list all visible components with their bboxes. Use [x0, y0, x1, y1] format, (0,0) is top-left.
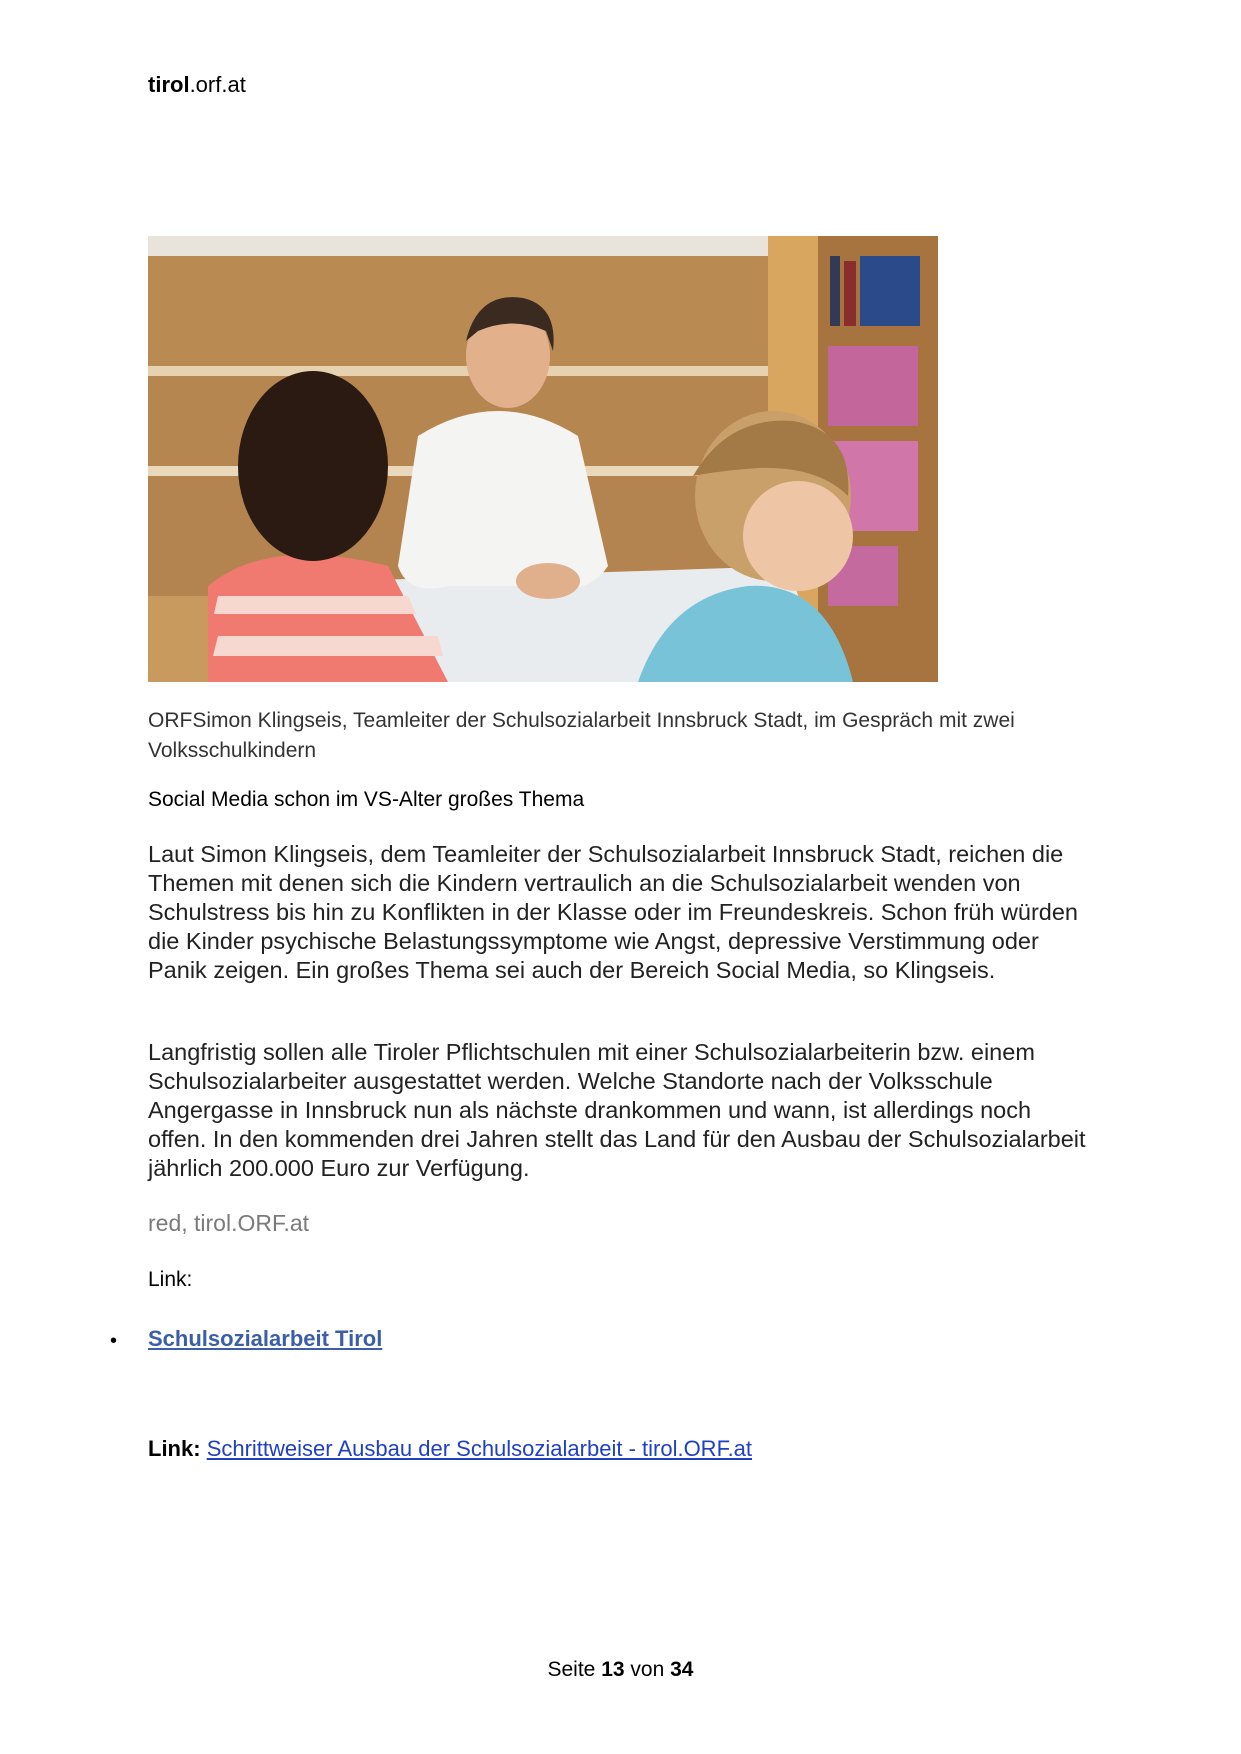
paragraph-2: Langfristig sollen alle Tiroler Pflichtschulen mit einer Schulsozialarbeiterin bzw. einem Schulsozialarbeiter ausgestattet werden. Welche Standorte nach der Volksschule Angergasse in Innsbruck nun als nächste drankommen und wann, ist allerdings noch offen. In den kommenden drei Jahren stellt das Land für den Ausbau der Schulsozialarbeit jährlich 200.000 Euro zur Verfügung.: [148, 1039, 1086, 1181]
footer-middle: von: [630, 1658, 665, 1681]
link-label: Link:: [148, 1268, 193, 1291]
footer-prefix: Seite: [547, 1658, 596, 1681]
author-credit: red, tirol.ORF.at: [148, 1210, 310, 1236]
footer-page-number: 13: [601, 1658, 625, 1681]
source-article-link[interactable]: Schrittweiser Ausbau der Schulsozialarbeit - tirol.ORF.at: [206, 1436, 753, 1461]
paragraph-1: Laut Simon Klingseis, dem Teamleiter der Schulsozialarbeit Innsbruck Stadt, reichen die Themen mit denen sich die Kindern vertraulich an die Schulsozialarbeit wenden von Schulstress bis hin zu Konflikten in der Klasse oder im Freundeskreis. Schon früh würden die Kinder psychische Belastungssymptome wie Angst, depressive Verstimmung oder Panik zeigen. Ein großes Thema sei auch der Bereich Social Media, so Klingseis.: [148, 841, 1079, 983]
section-subheading: Social Media schon im VS-Alter großes Thema: [148, 788, 585, 811]
footer-total-pages: 34: [670, 1658, 694, 1681]
source-link-line: [148, 1436, 752, 1462]
site-name-rest: .orf.at: [189, 72, 246, 97]
article-photo: [148, 236, 938, 682]
source-link-label: Link:: [148, 1436, 201, 1461]
schulsozialarbeit-tirol-link[interactable]: Schulsozialarbeit Tirol: [148, 1326, 383, 1351]
bullet-marker: •: [110, 1330, 118, 1352]
site-header: [148, 72, 246, 98]
photo-caption: ORFSimon Klingseis, Teamleiter der Schulsozialarbeit Innsbruck Stadt, im Gespräch mit zwei Volksschulkindern: [148, 709, 1015, 762]
page-footer: [0, 1658, 1241, 1682]
site-name-bold: tirol: [148, 72, 190, 97]
